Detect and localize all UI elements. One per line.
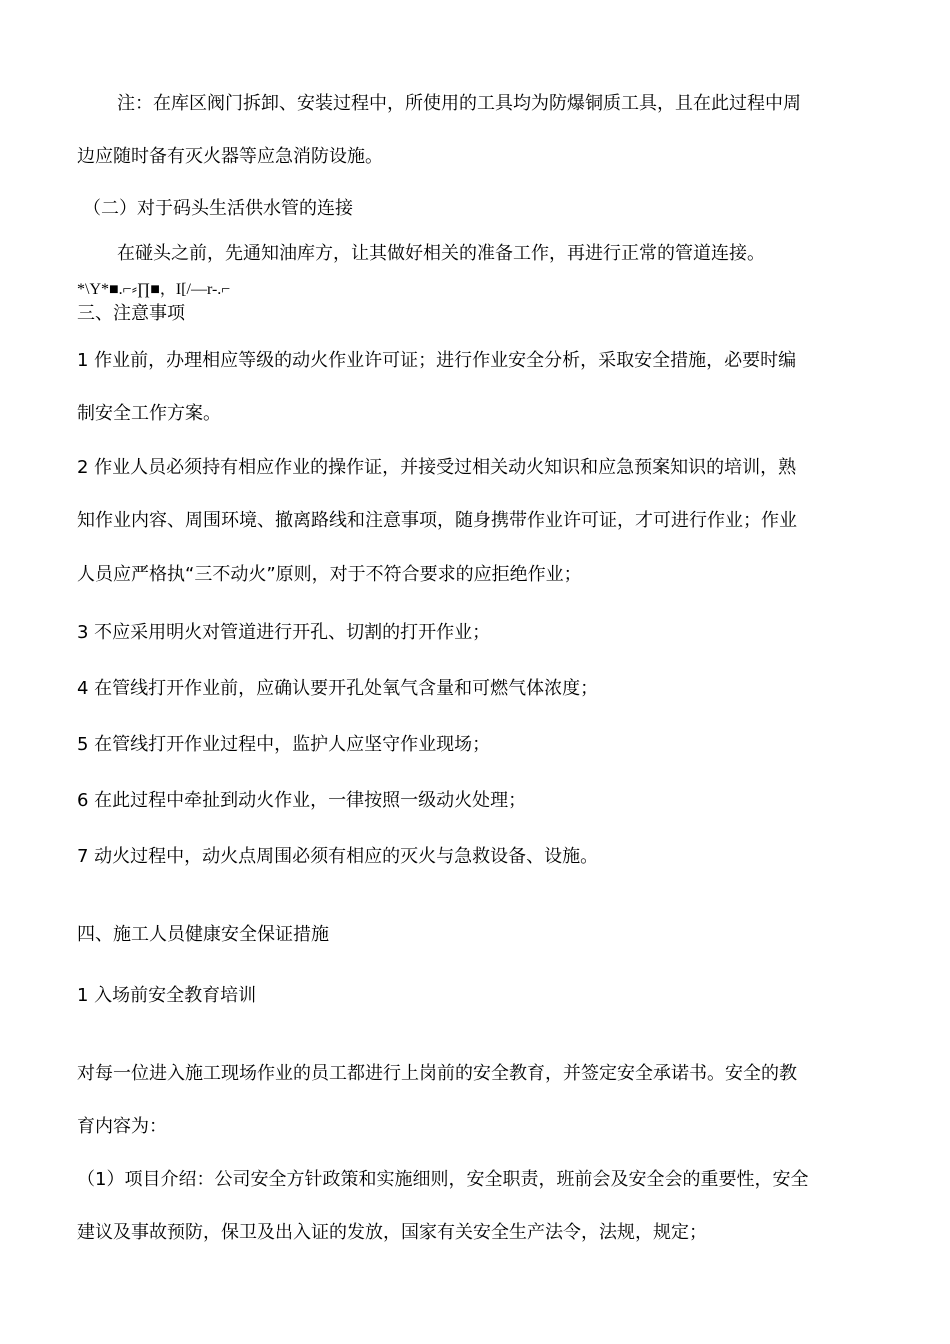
item-2-line-3: 人员应严格执“三不动火”原则，对于不符合要求的应拒绝作业； xyxy=(77,564,582,585)
item-3: 3 不应采用明火对管道进行开孔、切割的打开作业； xyxy=(77,622,491,643)
item-4: 4 在管线打开作业前，应确认要开孔处氧气含量和可燃气体浓度； xyxy=(77,678,599,699)
item-2-line-1: 2 作业人员必须持有相应作业的操作证，并接受过相关动火知识和应急预案知识的培训，熟 xyxy=(77,457,797,478)
education-paragraph-line-1: 对每一位进入施工现场作业的员工都进行上岗前的安全教育，并签定安全承诺书。安全的教 xyxy=(77,1063,797,1084)
subsection-heading-2: （二）对于码头生活供水管的连接 xyxy=(83,198,353,219)
education-paragraph-line-2: 育内容为： xyxy=(77,1116,167,1137)
note-paragraph-line-1: 注：在库区阀门拆卸、安装过程中，所使用的工具均为防爆铜质工具，且在此过程中周 xyxy=(117,93,801,114)
subsection-1-heading: 1 入场前安全教育培训 xyxy=(77,985,257,1006)
section-heading-4: 四、施工人员健康安全保证措施 xyxy=(77,924,329,945)
project-intro-line-2: 建议及事故预防，保卫及出入证的发放，国家有关安全生产法令，法规，规定； xyxy=(77,1222,707,1243)
item-2-line-2: 知作业内容、周围环境、撤离路线和注意事项，随身携带作业许可证，才可进行作业；作业 xyxy=(77,510,797,531)
item-5: 5 在管线打开作业过程中，监护人应坚守作业现场； xyxy=(77,734,491,755)
note-paragraph-line-2: 边应随时备有灭火器等应急消防设施。 xyxy=(77,146,383,167)
garbled-text-line: *\Y*■.⌐⸗∏■，I[/—r-.⌐ xyxy=(77,281,231,298)
item-1-line-2: 制安全工作方案。 xyxy=(77,403,221,424)
item-6: 6 在此过程中牵扯到动火作业，一律按照一级动火处理； xyxy=(77,790,527,811)
item-1-line-1: 1 作业前，办理相应等级的动火作业许可证；进行作业安全分析，采取安全措施，必要时编 xyxy=(77,350,797,371)
project-intro-line-1: （1）项目介绍：公司安全方针政策和实施细则，安全职责，班前会及安全会的重要性，安全 xyxy=(77,1169,809,1190)
connection-paragraph: 在碰头之前，先通知油库方，让其做好相关的准备工作，再进行正常的管道连接。 xyxy=(117,243,765,264)
section-heading-3: 三、注意事项 xyxy=(77,303,185,324)
item-7: 7 动火过程中，动火点周围必须有相应的灭火与急救设备、设施。 xyxy=(77,846,599,867)
